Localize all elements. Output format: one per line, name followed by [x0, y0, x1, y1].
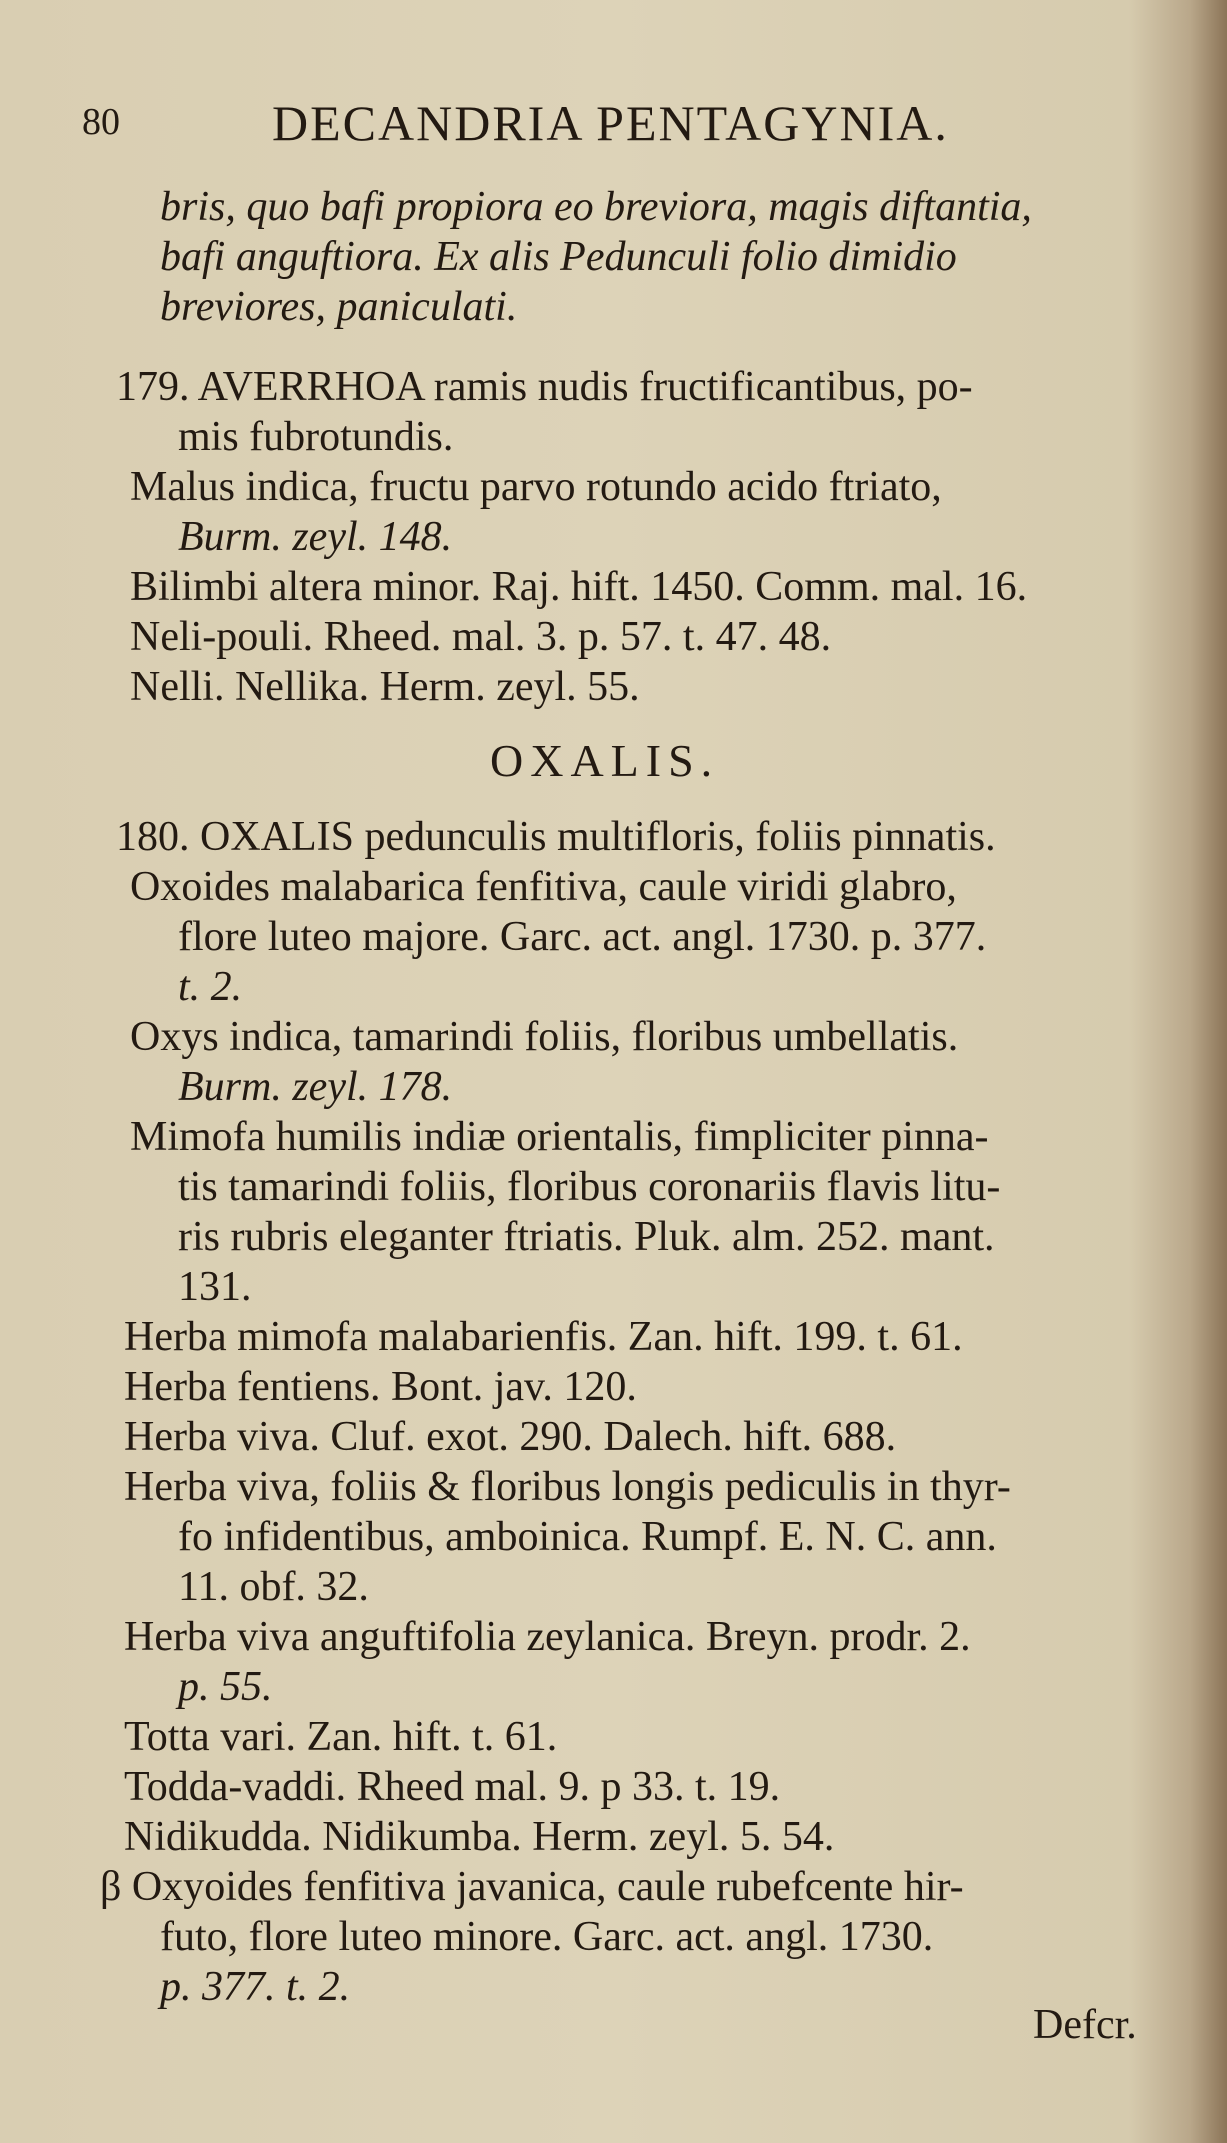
text-line: Burm. zeyl. 148.	[178, 514, 453, 560]
text-line: Burm. zeyl. 178.	[178, 1064, 453, 1110]
text-line: bris, quo bafi propiora eo breviora, magis diftantia,	[160, 184, 1032, 230]
text-line: Malus indica, fructu parvo rotundo acido ftriato,	[130, 464, 942, 510]
text-line: 179. AVERRHOA ramis nudis fructificantibus, po-	[116, 364, 973, 410]
text-line: 180. OXALIS pedunculis multifloris, foliis pinnatis.	[116, 814, 996, 860]
text-line: futo, flore luteo minore. Garc. act. angl. 1730.	[160, 1914, 934, 1960]
text-line: Herba viva anguftifolia zeylanica. Breyn. prodr. 2.	[124, 1614, 971, 1660]
text-line: ris rubris eleganter ftriatis. Pluk. alm. 252. mant.	[178, 1214, 995, 1260]
text-line: 11. obf. 32.	[178, 1564, 369, 1610]
text-line: flore luteo majore. Garc. act. angl. 1730. p. 377.	[178, 914, 987, 960]
page-number: 80	[82, 101, 120, 143]
text-line: breviores, paniculati.	[160, 284, 518, 330]
text-line: Nidikudda. Nidikumba. Herm. zeyl. 5. 54.	[124, 1814, 835, 1860]
text-line: β Oxyoides fenfitiva javanica, caule rubefcente hir-	[100, 1864, 964, 1910]
text-line: Totta vari. Zan. hift. t. 61.	[124, 1714, 558, 1760]
text-line: p. 377. t. 2.	[160, 1964, 351, 2010]
text-line: Herba mimofa malabarienfis. Zan. hift. 199. t. 61.	[124, 1314, 963, 1360]
section-title: OXALIS.	[490, 735, 720, 786]
text-line: Mimofa humilis indiæ orientalis, fimpliciter pinna-	[130, 1114, 989, 1160]
text-line: t. 2.	[178, 964, 243, 1010]
text-line: Herba fentiens. Bont. jav. 120.	[124, 1364, 637, 1410]
text-line: bafi anguftiora. Ex alis Pedunculi folio dimidio	[160, 234, 957, 280]
text-line: Nelli. Nellika. Herm. zeyl. 55.	[130, 664, 640, 710]
text-line: fo infidentibus, amboinica. Rumpf. E. N. C. ann.	[178, 1514, 997, 1560]
text-line: Neli-pouli. Rheed. mal. 3. p. 57. t. 47. 48.	[130, 614, 832, 660]
text-line: p. 55.	[178, 1664, 273, 1710]
text-line: mis fubrotundis.	[178, 414, 454, 460]
running-title: DECANDRIA PENTAGYNIA.	[272, 95, 949, 151]
text-line: tis tamarindi foliis, floribus coronariis flavis litu-	[178, 1164, 1001, 1210]
text-line: Todda-vaddi. Rheed mal. 9. p 33. t. 19.	[124, 1764, 781, 1810]
text-line: Oxoides malabarica fenfitiva, caule viridi glabro,	[130, 864, 957, 910]
text-line: Bilimbi altera minor. Raj. hift. 1450. Comm. mal. 16.	[130, 564, 1028, 610]
text-line: Herba viva. Cluf. exot. 290. Dalech. hift. 688.	[124, 1414, 897, 1460]
catchword: Defcr.	[1033, 2002, 1137, 2048]
text-line: Herba viva, foliis & floribus longis pediculis in thyr-	[124, 1464, 1011, 1510]
text-line: Oxys indica, tamarindi foliis, floribus umbellatis.	[130, 1014, 959, 1060]
text-line: 131.	[178, 1264, 252, 1310]
